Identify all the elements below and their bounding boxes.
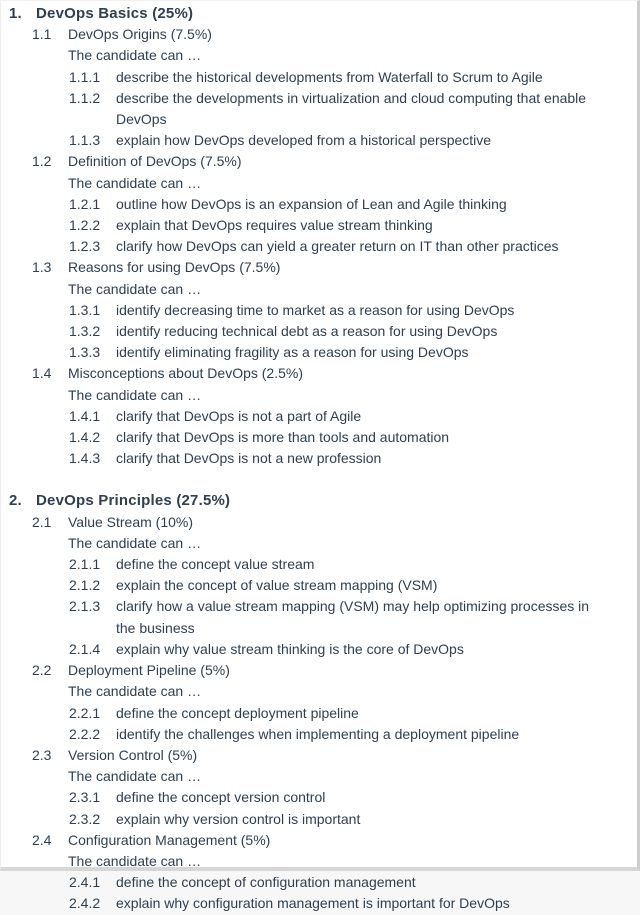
objective-text: outline how DevOps is an expansion of Lean and Agile thinking (116, 195, 507, 212)
candidate-line: The candidate can … (68, 174, 202, 191)
section-title: DevOps Principles (27.5%) (36, 492, 231, 510)
objective-row (69, 67, 605, 88)
objective-text: explain that DevOps requires value stream thinking (116, 217, 433, 234)
objective-row (69, 872, 605, 893)
section-heading (9, 490, 605, 511)
objective-number: 2.3.1 (69, 789, 101, 806)
objective-number: 1.2.2 (69, 217, 101, 234)
objective-number: 2.1.3 (69, 598, 101, 615)
subsection-number: 2.4 (32, 831, 52, 848)
subsection-title: Version Control (5%) (68, 746, 198, 763)
section-devops-basics (9, 3, 605, 469)
objective-number: 1.2.3 (69, 238, 101, 255)
candidate-line: The candidate can … (68, 280, 202, 297)
objective-row (69, 427, 605, 448)
objective-text: clarify that DevOps is not a new profession (116, 450, 382, 467)
section-title: DevOps Basics (25%) (36, 5, 194, 22)
objective-number: 2.4.2 (69, 895, 101, 912)
subsection-number: 1.1 (32, 26, 52, 43)
subsection-title: DevOps Origins (7.5%) (68, 26, 212, 43)
subsection-title: Deployment Pipeline (5%) (68, 662, 230, 679)
subsection-number: 2.1 (32, 513, 52, 530)
objective-row (69, 300, 605, 321)
subsection-title: Definition of DevOps (7.5%) (68, 153, 242, 170)
objective-row (69, 639, 605, 660)
objective-number: 1.3.3 (69, 344, 101, 361)
objective-text: define the concept value stream (116, 556, 315, 573)
candidate-line: The candidate can … (68, 683, 202, 700)
objective-text: explain why value stream thinking is the core of DevOps (116, 640, 464, 657)
objective-number: 1.3.1 (69, 301, 101, 318)
objective-number: 2.1.4 (69, 640, 101, 657)
objective-row (69, 554, 605, 575)
objective-text: explain why version control is important (116, 810, 361, 827)
objective-number: 2.1.2 (69, 577, 101, 594)
subsection-number: 2.2 (32, 662, 52, 679)
objective-text: describe the developments in virtualization and cloud computing that enable DevOps (116, 89, 587, 128)
subsection-heading (32, 745, 605, 766)
objective-number: 1.4.1 (69, 407, 101, 424)
candidate-line: The candidate can … (68, 534, 202, 551)
candidate-line: The candidate can … (68, 386, 202, 403)
subsection-heading (32, 151, 605, 172)
objective-text: clarify that DevOps is not a part of Agile (116, 407, 362, 424)
subsection-heading (32, 660, 605, 681)
subsection-number: 1.3 (32, 259, 52, 276)
subsection-title: Reasons for using DevOps (7.5%) (68, 259, 281, 276)
objective-number: 1.1.2 (69, 89, 101, 106)
subsection-number: 1.2 (32, 153, 52, 170)
objective-row (69, 194, 605, 215)
candidate-line: The candidate can … (68, 47, 202, 64)
candidate-line: The candidate can … (68, 852, 202, 869)
objective-text: clarify how DevOps can yield a greater return on IT than other practices (116, 238, 559, 255)
objective-number: 1.1.3 (69, 132, 101, 149)
objective-row (69, 787, 605, 808)
section-devops-principles (9, 490, 605, 914)
objective-number: 2.3.2 (69, 810, 101, 827)
objective-text: define the concept deployment pipeline (116, 704, 359, 721)
objective-row (69, 809, 605, 830)
objective-row (69, 703, 605, 724)
objective-text: explain why configuration management is important for DevOps (116, 895, 510, 912)
objective-text: identify the challenges when implementing a deployment pipeline (116, 725, 520, 742)
subsection-heading (32, 512, 605, 533)
objective-row (69, 406, 605, 427)
objective-row (69, 448, 605, 469)
objective-row (69, 321, 605, 342)
objective-row (69, 236, 605, 257)
section-number: 1. (9, 5, 22, 22)
objective-text: clarify how a value stream mapping (VSM) may help optimizing processes in the business (116, 598, 590, 636)
objective-number: 2.1.1 (69, 556, 101, 573)
section-heading (9, 3, 605, 24)
subsection-heading (32, 363, 605, 384)
objective-text: describe the historical developments from Waterfall to Scrum to Agile (116, 68, 543, 85)
objective-number: 2.4.1 (69, 874, 101, 891)
objective-text: explain how DevOps developed from a historical perspective (116, 132, 492, 149)
objective-number: 1.2.1 (69, 195, 101, 212)
objective-text: explain the concept of value stream mapping (VSM) (116, 577, 438, 594)
objective-row (69, 88, 605, 130)
objective-row (69, 215, 605, 236)
objective-text: clarify that DevOps is more than tools and automation (116, 429, 450, 446)
objective-number: 1.4.3 (69, 450, 101, 467)
objective-row (69, 130, 605, 151)
objective-text: identify decreasing time to market as a reason for using DevOps (116, 301, 515, 318)
section-number: 2. (9, 492, 22, 510)
objective-text: identify eliminating fragility as a reason for using DevOps (116, 344, 469, 361)
subsection-title: Value Stream (10%) (68, 513, 194, 530)
objective-text: define the concept of configuration management (116, 874, 416, 891)
objective-number: 1.1.1 (69, 68, 101, 85)
objective-row (69, 575, 605, 596)
candidate-line: The candidate can … (68, 768, 202, 785)
subsection-heading (32, 830, 605, 851)
subsection-heading (32, 24, 605, 45)
subsection-title: Configuration Management (5%) (68, 831, 271, 848)
objective-row (69, 342, 605, 363)
subsection-heading (32, 257, 605, 278)
subsection-number: 2.3 (32, 746, 52, 763)
objective-text: identify reducing technical debt as a reason for using DevOps (116, 323, 498, 340)
objective-row (69, 893, 605, 914)
objective-number: 2.2.1 (69, 704, 101, 721)
objective-number: 1.4.2 (69, 429, 101, 446)
subsection-number: 1.4 (32, 365, 52, 382)
objective-text: define the concept version control (116, 789, 326, 806)
objective-number: 2.2.2 (69, 725, 101, 742)
objective-row (69, 724, 605, 745)
objective-row (69, 596, 605, 638)
subsection-title: Misconceptions about DevOps (2.5%) (68, 365, 303, 382)
objective-number: 1.3.2 (69, 323, 101, 340)
